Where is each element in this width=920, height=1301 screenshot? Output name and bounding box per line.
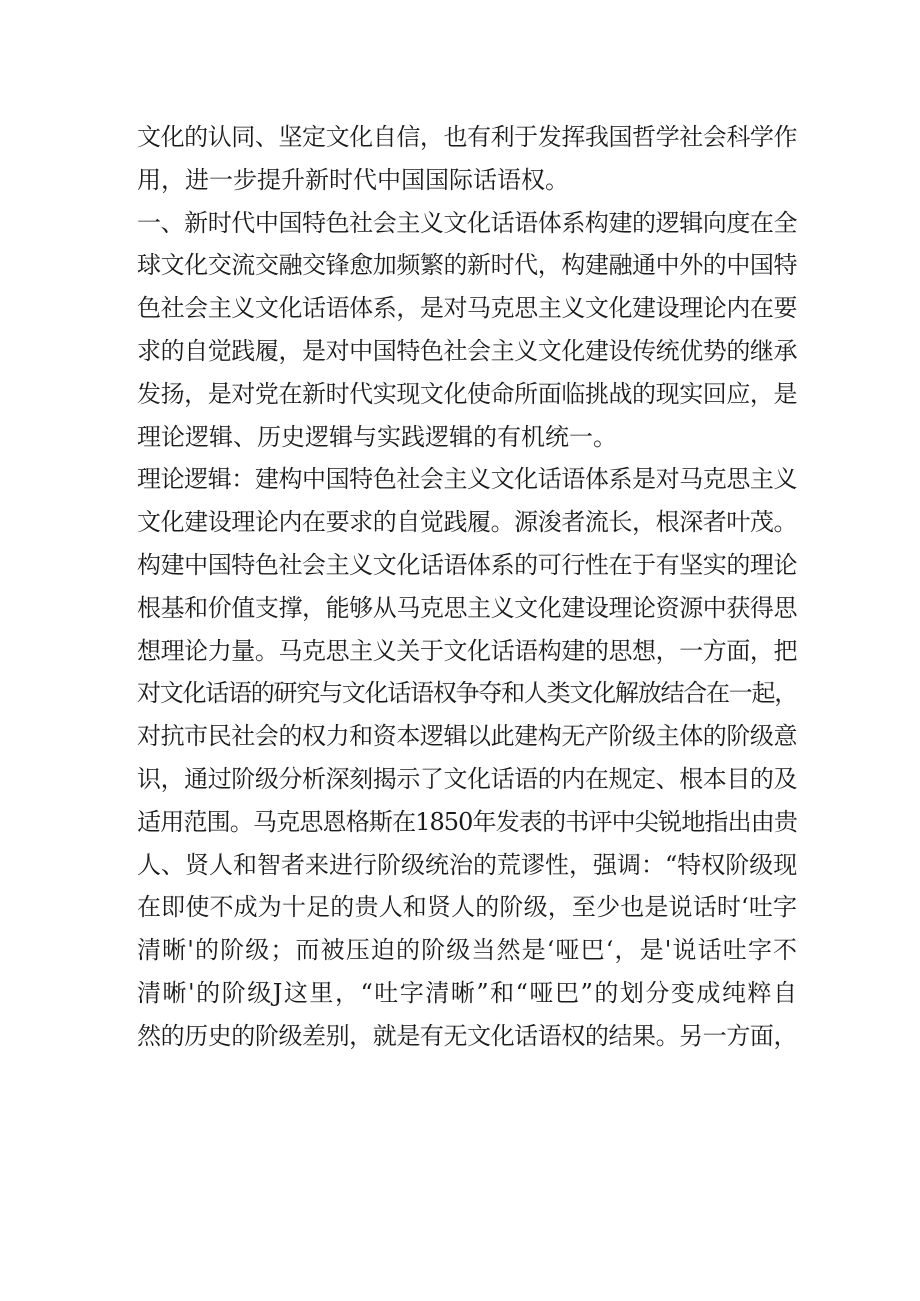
- text-line: 对抗市民社会的权力和资本逻辑以此建构无产阶级主体的阶级意: [137, 722, 797, 751]
- body-text: [137, 116, 797, 1058]
- text-line: 构建中国特色社会主义文化话语体系的可行性在于有坚实的理论: [137, 550, 797, 579]
- text-line: 一、新时代中国特色社会主义文化话语体系构建的逻辑向度在全: [137, 208, 797, 237]
- text-line: 适用范围。马克思恩格斯在1850年发表的书评中尖锐地指出由贵: [137, 807, 797, 836]
- text-line: 想理论力量。马克思主义关于文化话语构建的思想，一方面，把: [137, 636, 797, 665]
- text-line: 文化的认同、坚定文化自信，也有利于发挥我国哲学社会科学作: [137, 123, 797, 151]
- text-line: 清晰'的阶级；而被压迫的阶级当然是‘哑巴‘，是'说话吐字不: [137, 936, 797, 965]
- text-line: 清晰'的阶级J这里，“吐字清晰”和“哑巴”的划分变成纯粹自: [137, 978, 797, 1007]
- text-line: 球文化交流交融交锋愈加频繁的新时代，构建融通中外的中国特: [137, 251, 797, 280]
- text-line: 理论逻辑：建构中国特色社会主义文化话语体系是对马克思主义: [137, 465, 797, 494]
- text-line: 人、贤人和智者来进行阶级统治的荒谬性，强调：“特权阶级现: [137, 850, 798, 879]
- text-line: 发扬，是对党在新时代实现文化使命所面临挑战的现实回应，是: [137, 379, 797, 408]
- text-line: 理论逻辑、历史逻辑与实践逻辑的有机统一。: [137, 422, 617, 451]
- text-line: 识，通过阶级分析深刻揭示了文化话语的内在规定、根本目的及: [137, 764, 797, 793]
- text-line: 在即使不成为十足的贵人和贤人的阶级，至少也是说话时‘吐字: [137, 893, 797, 922]
- text-line: 然的历史的阶级差别，就是有无文化话语权的结果。另一方面，: [137, 1021, 797, 1050]
- text-line: 色社会主义文化话语体系，是对马克思主义文化建设理论内在要: [137, 294, 797, 323]
- text-line: 根基和价值支撑，能够从马克思主义文化建设理论资源中获得思: [137, 593, 797, 622]
- text-line: 用，进一步提升新时代中国国际话语权。: [137, 165, 569, 194]
- text-line: 文化建设理论内在要求的自觉践履。源浚者流长，根深者叶茂。: [137, 508, 797, 537]
- text-line: 对文化话语的研究与文化话语权争夺和人类文化解放结合在一起，: [137, 679, 797, 708]
- text-line: 求的自觉践履，是对中国特色社会主义文化建设传统优势的继承: [137, 336, 797, 365]
